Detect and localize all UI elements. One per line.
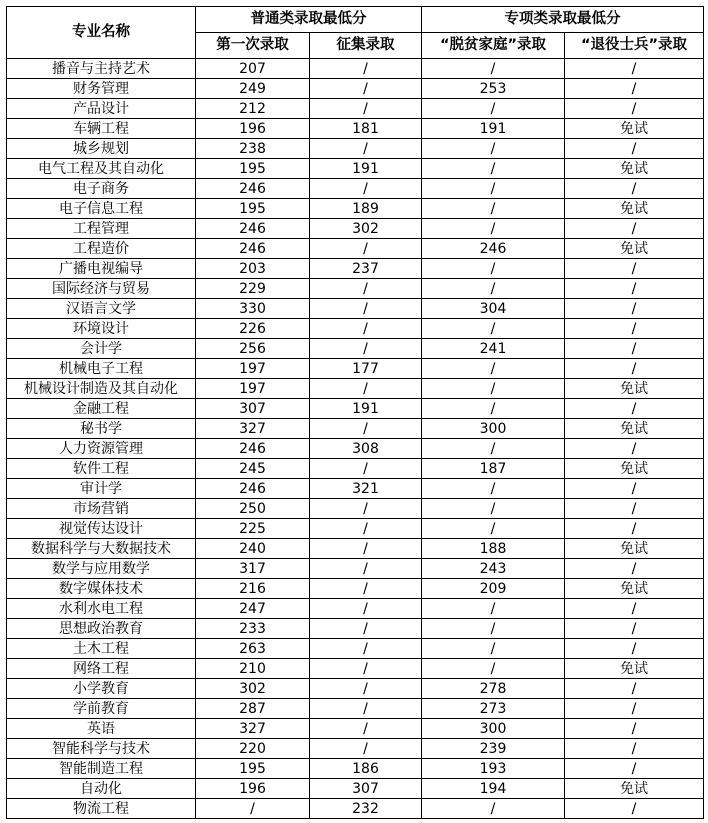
supplementary-score-cell: /	[310, 419, 422, 439]
major-name-cell: 市场营销	[7, 499, 196, 519]
supplementary-score-cell: /	[310, 339, 422, 359]
special-group-header: 专项类录取最低分	[422, 7, 704, 33]
general-group-header: 普通类录取最低分	[196, 7, 422, 33]
supplementary-score-cell: /	[310, 379, 422, 399]
supplementary-score-cell: /	[310, 619, 422, 639]
supplementary-score-cell: /	[310, 659, 422, 679]
table-row	[7, 659, 704, 679]
table-row	[7, 399, 704, 419]
table-header	[7, 7, 704, 59]
table-row	[7, 339, 704, 359]
supplementary-score-cell: /	[310, 139, 422, 159]
table-row	[7, 759, 704, 779]
poverty-family-score-cell: /	[422, 259, 565, 279]
poverty-family-score-cell: 191	[422, 119, 565, 139]
supplementary-score-cell: 232	[310, 799, 422, 819]
poverty-family-score-cell: 188	[422, 539, 565, 559]
supplementary-score-cell: /	[310, 459, 422, 479]
table-row	[7, 119, 704, 139]
table-row	[7, 439, 704, 459]
supplementary-score-cell: /	[310, 59, 422, 79]
first-round-score-cell: 220	[196, 739, 310, 759]
first-round-score-cell: 195	[196, 159, 310, 179]
supplementary-score-cell: 186	[310, 759, 422, 779]
veteran-score-cell: 免试	[565, 199, 704, 219]
major-name-cell: 工程管理	[7, 219, 196, 239]
veteran-score-cell: /	[565, 519, 704, 539]
table-row	[7, 739, 704, 759]
table-row	[7, 799, 704, 819]
poverty-family-score-cell: /	[422, 359, 565, 379]
table-row	[7, 419, 704, 439]
supplementary-score-cell: /	[310, 579, 422, 599]
first-round-score-cell: 317	[196, 559, 310, 579]
supplementary-score-cell: 191	[310, 159, 422, 179]
poverty-family-score-cell: /	[422, 99, 565, 119]
supplementary-score-cell: 191	[310, 399, 422, 419]
first-round-score-cell: 229	[196, 279, 310, 299]
major-name-cell: 物流工程	[7, 799, 196, 819]
table-row	[7, 59, 704, 79]
supplementary-score-cell: /	[310, 699, 422, 719]
veteran-score-cell: /	[565, 699, 704, 719]
major-name-cell: 数学与应用数学	[7, 559, 196, 579]
first-round-score-cell: 196	[196, 119, 310, 139]
poverty-family-score-cell: /	[422, 319, 565, 339]
first-round-score-cell: 203	[196, 259, 310, 279]
major-name-cell: 人力资源管理	[7, 439, 196, 459]
major-name-cell: 电子商务	[7, 179, 196, 199]
poverty-family-score-cell: 300	[422, 719, 565, 739]
major-name-cell: 环境设计	[7, 319, 196, 339]
first-round-score-cell: 247	[196, 599, 310, 619]
veteran-score-cell: /	[565, 759, 704, 779]
header-row-groups	[7, 7, 704, 33]
first-round-score-cell: 238	[196, 139, 310, 159]
table-row	[7, 679, 704, 699]
supplementary-score-cell: 177	[310, 359, 422, 379]
veteran-score-cell: /	[565, 719, 704, 739]
poverty-family-score-cell: /	[422, 619, 565, 639]
major-name-cell: 产品设计	[7, 99, 196, 119]
major-name-header: 专业名称	[7, 7, 196, 59]
supplementary-score-cell: /	[310, 279, 422, 299]
table-row	[7, 579, 704, 599]
veteran-score-cell: /	[565, 479, 704, 499]
major-name-cell: 水利水电工程	[7, 599, 196, 619]
veteran-score-cell: 免试	[565, 379, 704, 399]
supplementary-score-cell: 307	[310, 779, 422, 799]
major-name-cell: 金融工程	[7, 399, 196, 419]
first-round-score-cell: 246	[196, 239, 310, 259]
first-round-score-cell: 195	[196, 759, 310, 779]
major-name-cell: 财务管理	[7, 79, 196, 99]
table-row	[7, 699, 704, 719]
supplementary-score-cell: 181	[310, 119, 422, 139]
table-row	[7, 219, 704, 239]
major-name-cell: 智能科学与技术	[7, 739, 196, 759]
veteran-score-cell: /	[565, 79, 704, 99]
veteran-score-cell: /	[565, 739, 704, 759]
supplementary-score-cell: 237	[310, 259, 422, 279]
supplementary-score-cell: /	[310, 319, 422, 339]
veteran-score-cell: /	[565, 679, 704, 699]
table-row	[7, 239, 704, 259]
veteran-score-cell: 免试	[565, 459, 704, 479]
poverty-family-score-cell: 243	[422, 559, 565, 579]
veteran-header: “退役士兵”录取	[565, 33, 704, 59]
poverty-family-score-cell: /	[422, 139, 565, 159]
major-name-cell: 国际经济与贸易	[7, 279, 196, 299]
supplementary-score-cell: /	[310, 719, 422, 739]
major-name-cell: 城乡规划	[7, 139, 196, 159]
major-name-cell: 秘书学	[7, 419, 196, 439]
veteran-score-cell: 免试	[565, 119, 704, 139]
first-round-score-cell: 212	[196, 99, 310, 119]
supplementary-score-cell: /	[310, 519, 422, 539]
veteran-score-cell: 免试	[565, 659, 704, 679]
veteran-score-cell: 免试	[565, 539, 704, 559]
veteran-score-cell: 免试	[565, 779, 704, 799]
poverty-family-score-cell: /	[422, 199, 565, 219]
table-row	[7, 499, 704, 519]
first-round-score-cell: 195	[196, 199, 310, 219]
table-body	[7, 59, 704, 819]
major-name-cell: 工程造价	[7, 239, 196, 259]
major-name-cell: 广播电视编导	[7, 259, 196, 279]
poverty-family-score-cell: 246	[422, 239, 565, 259]
first-round-score-cell: 240	[196, 539, 310, 559]
first-round-score-cell: 233	[196, 619, 310, 639]
first-round-score-cell: 249	[196, 79, 310, 99]
admission-score-table	[6, 6, 704, 819]
major-name-cell: 汉语言文学	[7, 299, 196, 319]
major-name-cell: 车辆工程	[7, 119, 196, 139]
table-row	[7, 779, 704, 799]
major-name-cell: 播音与主持艺术	[7, 59, 196, 79]
first-round-score-cell: 196	[196, 779, 310, 799]
veteran-score-cell: /	[565, 279, 704, 299]
first-round-score-cell: 327	[196, 719, 310, 739]
poverty-family-score-cell: /	[422, 439, 565, 459]
veteran-score-cell: /	[565, 299, 704, 319]
table-row	[7, 639, 704, 659]
major-name-cell: 自动化	[7, 779, 196, 799]
veteran-score-cell: 免试	[565, 419, 704, 439]
table-row	[7, 539, 704, 559]
poverty-family-score-cell: /	[422, 379, 565, 399]
supplementary-header: 征集录取	[310, 33, 422, 59]
poverty-family-score-cell: 241	[422, 339, 565, 359]
veteran-score-cell: /	[565, 639, 704, 659]
table-row	[7, 559, 704, 579]
veteran-score-cell: /	[565, 559, 704, 579]
first-round-score-cell: 246	[196, 179, 310, 199]
veteran-score-cell: /	[565, 219, 704, 239]
veteran-score-cell: /	[565, 319, 704, 339]
poverty-family-score-cell: 209	[422, 579, 565, 599]
first-round-score-cell: 330	[196, 299, 310, 319]
supplementary-score-cell: 321	[310, 479, 422, 499]
veteran-score-cell: /	[565, 99, 704, 119]
table-row	[7, 319, 704, 339]
poverty-family-score-cell: /	[422, 159, 565, 179]
major-name-cell: 机械设计制造及其自动化	[7, 379, 196, 399]
supplementary-score-cell: /	[310, 639, 422, 659]
major-name-cell: 电子信息工程	[7, 199, 196, 219]
veteran-score-cell: /	[565, 259, 704, 279]
poverty-family-score-cell: 304	[422, 299, 565, 319]
poverty-family-score-cell: 278	[422, 679, 565, 699]
veteran-score-cell: 免试	[565, 159, 704, 179]
supplementary-score-cell: /	[310, 99, 422, 119]
supplementary-score-cell: /	[310, 179, 422, 199]
poverty-family-score-cell: 194	[422, 779, 565, 799]
first-round-score-cell: 246	[196, 439, 310, 459]
veteran-score-cell: /	[565, 179, 704, 199]
poverty-family-header: “脱贫家庭”录取	[422, 33, 565, 59]
major-name-cell: 审计学	[7, 479, 196, 499]
poverty-family-score-cell: /	[422, 279, 565, 299]
major-name-cell: 会计学	[7, 339, 196, 359]
major-name-cell: 网络工程	[7, 659, 196, 679]
supplementary-score-cell: /	[310, 499, 422, 519]
first-round-score-cell: 263	[196, 639, 310, 659]
table-row	[7, 599, 704, 619]
first-round-score-cell: 197	[196, 359, 310, 379]
poverty-family-score-cell: /	[422, 519, 565, 539]
supplementary-score-cell: /	[310, 559, 422, 579]
first-round-score-cell: 250	[196, 499, 310, 519]
table-row	[7, 459, 704, 479]
first-round-score-cell: 307	[196, 399, 310, 419]
veteran-score-cell: /	[565, 359, 704, 379]
supplementary-score-cell: /	[310, 239, 422, 259]
major-name-cell: 数据科学与大数据技术	[7, 539, 196, 559]
table-row	[7, 359, 704, 379]
table-row	[7, 79, 704, 99]
table-row	[7, 299, 704, 319]
table-row	[7, 479, 704, 499]
poverty-family-score-cell: 300	[422, 419, 565, 439]
veteran-score-cell: /	[565, 599, 704, 619]
veteran-score-cell: /	[565, 499, 704, 519]
table-row	[7, 279, 704, 299]
first-round-score-cell: 287	[196, 699, 310, 719]
first-round-score-cell: 226	[196, 319, 310, 339]
poverty-family-score-cell: 193	[422, 759, 565, 779]
table-row	[7, 99, 704, 119]
poverty-family-score-cell: 239	[422, 739, 565, 759]
first-round-score-cell: 216	[196, 579, 310, 599]
veteran-score-cell: /	[565, 399, 704, 419]
poverty-family-score-cell: /	[422, 799, 565, 819]
veteran-score-cell: 免试	[565, 239, 704, 259]
veteran-score-cell: /	[565, 619, 704, 639]
table-row	[7, 379, 704, 399]
table-row	[7, 519, 704, 539]
table-row	[7, 139, 704, 159]
poverty-family-score-cell: /	[422, 599, 565, 619]
major-name-cell: 小学教育	[7, 679, 196, 699]
first-round-score-cell: 225	[196, 519, 310, 539]
supplementary-score-cell: 302	[310, 219, 422, 239]
supplementary-score-cell: /	[310, 539, 422, 559]
supplementary-score-cell: /	[310, 739, 422, 759]
first-round-score-cell: /	[196, 799, 310, 819]
table-row	[7, 159, 704, 179]
first-round-score-cell: 246	[196, 219, 310, 239]
veteran-score-cell: /	[565, 59, 704, 79]
supplementary-score-cell: /	[310, 679, 422, 699]
supplementary-score-cell: /	[310, 299, 422, 319]
poverty-family-score-cell: 273	[422, 699, 565, 719]
poverty-family-score-cell: 187	[422, 459, 565, 479]
poverty-family-score-cell: /	[422, 59, 565, 79]
major-name-cell: 视觉传达设计	[7, 519, 196, 539]
major-name-cell: 英语	[7, 719, 196, 739]
supplementary-score-cell: /	[310, 599, 422, 619]
major-name-cell: 智能制造工程	[7, 759, 196, 779]
first-round-score-cell: 256	[196, 339, 310, 359]
table-row	[7, 619, 704, 639]
poverty-family-score-cell: /	[422, 499, 565, 519]
poverty-family-score-cell: /	[422, 399, 565, 419]
major-name-cell: 软件工程	[7, 459, 196, 479]
poverty-family-score-cell: /	[422, 659, 565, 679]
major-name-cell: 学前教育	[7, 699, 196, 719]
major-name-cell: 数字媒体技术	[7, 579, 196, 599]
veteran-score-cell: /	[565, 139, 704, 159]
supplementary-score-cell: 189	[310, 199, 422, 219]
table-row	[7, 199, 704, 219]
table-row	[7, 259, 704, 279]
first-round-score-cell: 245	[196, 459, 310, 479]
major-name-cell: 电气工程及其自动化	[7, 159, 196, 179]
veteran-score-cell: /	[565, 799, 704, 819]
veteran-score-cell: 免试	[565, 579, 704, 599]
first-round-score-cell: 210	[196, 659, 310, 679]
first-round-header: 第一次录取	[196, 33, 310, 59]
first-round-score-cell: 302	[196, 679, 310, 699]
first-round-score-cell: 246	[196, 479, 310, 499]
major-name-cell: 土木工程	[7, 639, 196, 659]
poverty-family-score-cell: /	[422, 219, 565, 239]
table-row	[7, 179, 704, 199]
first-round-score-cell: 327	[196, 419, 310, 439]
major-name-cell: 机械电子工程	[7, 359, 196, 379]
veteran-score-cell: /	[565, 339, 704, 359]
supplementary-score-cell: /	[310, 79, 422, 99]
table-row	[7, 719, 704, 739]
first-round-score-cell: 207	[196, 59, 310, 79]
veteran-score-cell: /	[565, 439, 704, 459]
poverty-family-score-cell: /	[422, 179, 565, 199]
poverty-family-score-cell: /	[422, 639, 565, 659]
first-round-score-cell: 197	[196, 379, 310, 399]
poverty-family-score-cell: /	[422, 479, 565, 499]
major-name-cell: 思想政治教育	[7, 619, 196, 639]
supplementary-score-cell: 308	[310, 439, 422, 459]
poverty-family-score-cell: 253	[422, 79, 565, 99]
